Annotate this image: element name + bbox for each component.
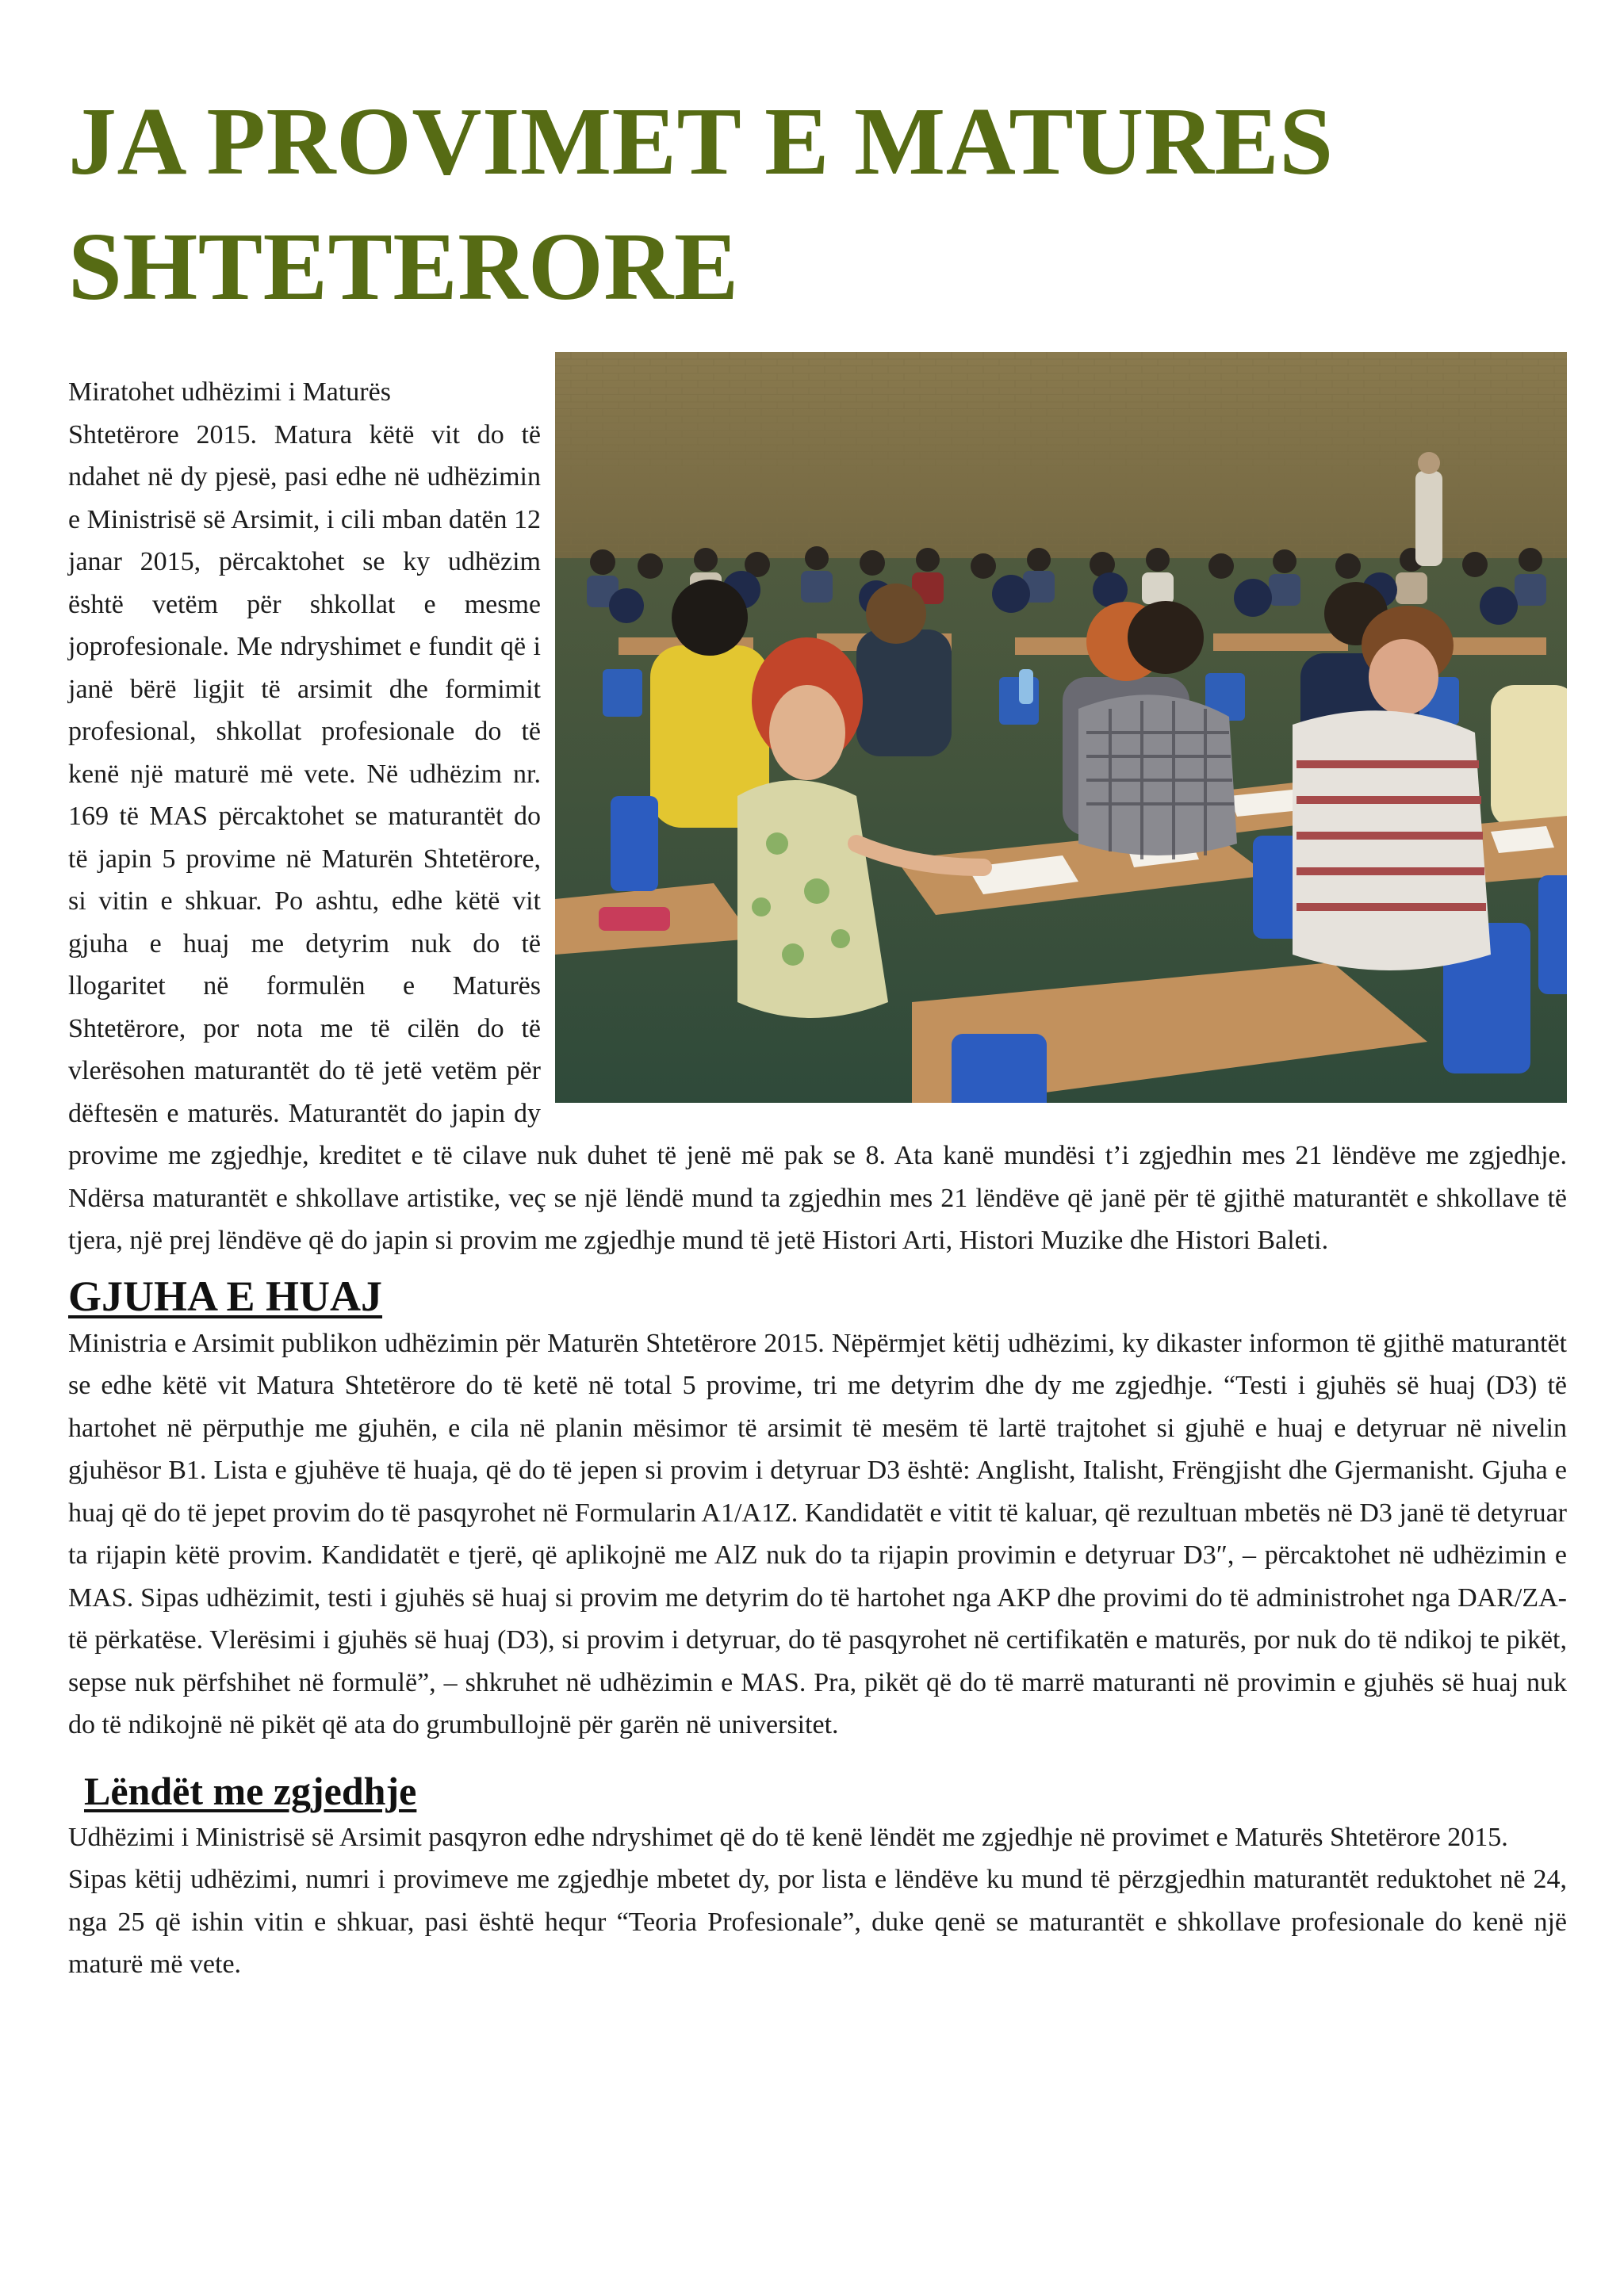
electives-paragraph-2: Sipas këtij udhëzimi, numri i provimeve me zgjedhje mbetet dy, por lista e lëndëve ku mund të përzgjedhin maturantët reduktohet në 24, nga 25 që ishin vitin e shkuar, pasi është hequr “Teoria Profesionale”, duke qenë se maturantët e shkollave profesionale do kenë një maturë më vete. [68, 1865, 1567, 1979]
intro-paragraph: Shtetërore 2015. Matura këtë vit do të ndahet në dy pjesë, pasi edhe në udhëzimin e Ministrisë së Arsimit, i cili mban datën 12 janar 2015, përcaktohet se ky udhëzim është vetëm për shkollat e mesme joprofesionale. Me ndryshimet e fundit që i janë bërë ligjit të arsimit dhe formimit profesional, shkollat profesionale do të kenë një maturë më vete. Në udhëzim nr. 169 të MAS përcaktohet se maturantët do të japin 5 provime në Maturën Shtetërore, si vitin e shkuar. Po ashtu, edhe këtë vit gjuha e huaj me detyrim nuk do të llogaritet në formulën e Maturës Shtetërore, por nota me të cilën do të vlerësohen maturantët do të jetë vetëm për dëftesën e maturës. Maturantët do japin dy provime me zgjedhje, kreditet e të cilave nuk duhet të jenë më pak se 8. Ata kanë mundësi t’i zgjedhin mes 21 lëndëve me zgjedhje. Ndërsa maturantët e shkollave artistike, veç se një lëndë mund ta zgjedhin mes 21 lëndëve që janë për të gjithë maturantët e shkollave të tjera, një prej lëndëve që do japin si provim me zgjedhje mund të jetë Histori Arti, Histori Muzike dhe Histori Baleti. [68, 419, 1567, 1255]
section-heading-foreign-language: GJUHA E HUAJ [68, 1272, 383, 1320]
foreign-language-paragraph: Ministria e Arsimit publikon udhëzimin për Maturën Shtetërore 2015. Nëpërmjet këtij udhëzimi, ky dikaster informon të gjithë maturantët se edhe këtë vit Matura Shtetërore do të ketë në total 5 provime, tri me detyrim dhe dy me zgjedhje. “Testi i gjuhës së huaj (D3) të hartohet në përputhje me gjuhën, e cila në planin mësimor të arsimit të mesëm të lartë trajtohet si gjuhë e huaj e detyruar në nivelin gjuhësor B1. Lista e gjuhëve të huaja, që do të jepen si provim i detyruar D3 është: Anglisht, Italisht, Frëngjisht dhe Gjermanisht. Gjuha e huaj që do të jepet provim do të pasqyrohet në Formularin A1/A1Z. Kandidatët e vitit të kaluar, që rezultuan mbetës në D3 janë të detyruar ta rijapin këtë provim. Kandidatët e tjerë, që aplikojnë me AlZ nuk do ta rijapin provimin e detyruar D3″, – përcaktohet në udhëzimin e MAS. Sipas udhëzimit, testi i gjuhës së huaj si provim me detyrim do të hartohet nga AKP dhe provimi do të administrohet nga DAR/ZA-të përkatëse. Vlerësimi i gjuhës së huaj (D3), si provim i detyruar, do të pasqyrohet në certifikatën e maturës, por nuk do të ndikoj te pikët, sepse nuk përfshihet në formulë”, – shkruhet në udhëzimin e MAS. Pra, pikët që do të marrë maturanti në provimin e gjuhës së huaj nuk do të ndikojnë në pikët që ata do grumbullojnë për garën në universitet. [68, 1328, 1567, 1739]
article [68, 0, 1567, 1986]
section-heading-electives: Lëndët me zgjedhje [84, 1768, 417, 1813]
intro-block [68, 371, 1567, 1262]
electives-paragraph-1: Udhëzimi i Ministrisë së Arsimit pasqyron edhe ndryshimet që do të kenë lëndët me zgjedhje në provimet e Maturës Shtetërore 2015. [68, 1822, 1508, 1852]
intro-first-line: Miratohet udhëzimi i Maturës [68, 377, 391, 407]
exam-hall-photo [555, 352, 1567, 1103]
page-title: JA PROVIMET E MATURES SHTETERORE [68, 88, 1334, 320]
